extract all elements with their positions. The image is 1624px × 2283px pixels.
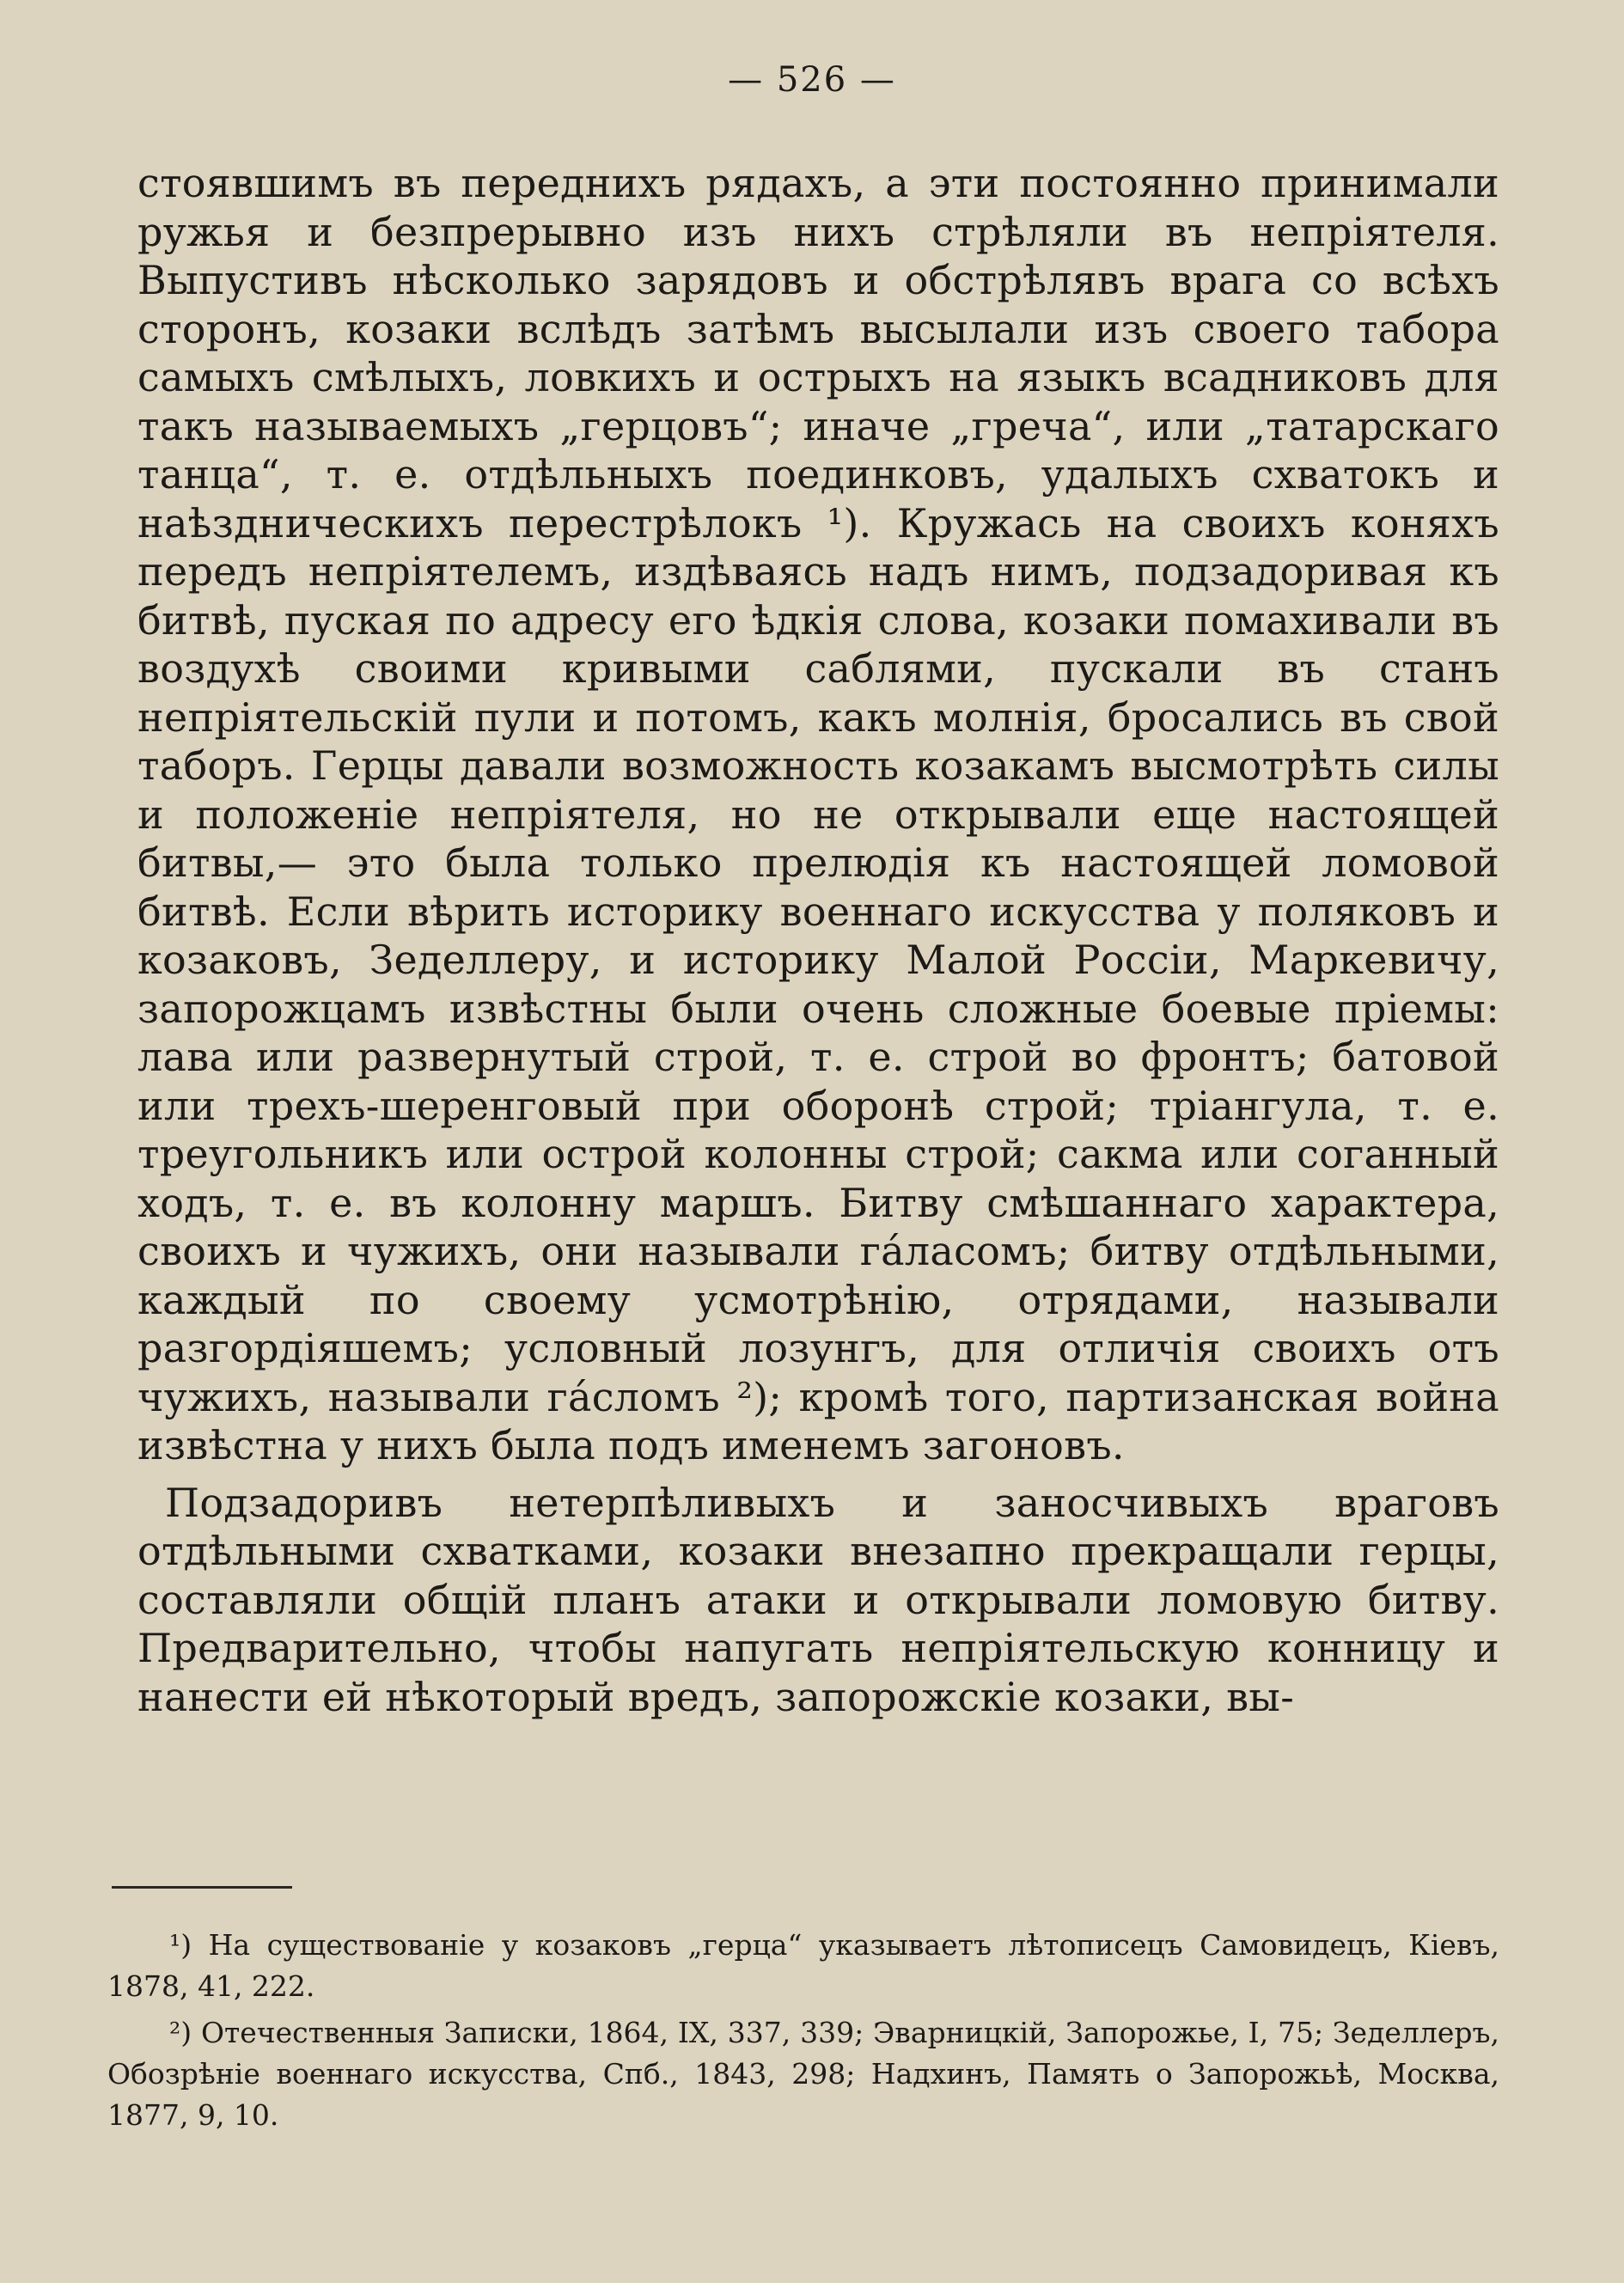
body-text <box>137 159 1499 1721</box>
footnotes <box>107 1925 1499 2141</box>
paragraph-2: Подзадоривъ нетерпѣливыхъ и заносчивыхъ враговъ отдѣльными схватками, козаки внезапно прекращали герцы, составляли общій планъ атаки и открывали ломовую битву. Предварительно, чтобы напугать непріятельскую конницу и нанести ей нѣкоторый вредъ, запорожскіе козаки, вы- <box>137 1479 1499 1720</box>
footnote-2: ²) Отечественныя Записки, 1864, IX, 337, 339; Эварницкій, Запорожье, I, 75; Зеделлеръ, Обозрѣніе военнаго искусства, Спб., 1843, 298; Надхинъ, Память о Запорожьѣ, Москва, 1877, 9, 10. <box>107 2016 1499 2132</box>
footnote-1: ¹) На существованіе у козаковъ „герца“ указываетъ лѣтописецъ Самовидецъ, Кіевъ, 1878, 41, 222. <box>107 1928 1499 2003</box>
footnote-divider <box>112 1886 292 1889</box>
paragraph-1: стоявшимъ въ переднихъ рядахъ, а эти постоянно принимали ружья и безпрерывно изъ нихъ стрѣляли въ непріятеля. Выпустивъ нѣсколько зарядовъ и обстрѣлявъ врага со всѣхъ сторонъ, козаки вслѣдъ затѣмъ высылали изъ своего табора самыхъ смѣлыхъ, ловкихъ и острыхъ на языкъ всадниковъ для такъ называемыхъ „герцовъ“; иначе „греча“, или „татарскаго танца“, т. е. отдѣльныхъ поединковъ, удалыхъ схватокъ и наѣздническихъ перестрѣлокъ ¹). Кружась на своихъ коняхъ передъ непріятелемъ, издѣваясь надъ нимъ, подзадоривая къ битвѣ, пуская по адресу его ѣдкія слова, козаки помахивали въ воздухѣ своими кривыми саблями, пускали въ станъ непріятельскій пули и потомъ, какъ молнія, бросались въ свой таборъ. Герцы давали возможность козакамъ высмотрѣть силы и положеніе непріятеля, но не открывали еще настоящей битвы,— это была только прелюдія къ настоящей ломовой битвѣ. Если вѣрить историку военнаго искусства у поляковъ и козаковъ, Зеделлеру, и историку Малой Россіи, Маркевичу, запорожцамъ извѣстны были очень сложные боевые пріемы: лава или развернутый строй, т. е. строй во фронтъ; батовой или трехъ-шеренговый при оборонѣ строй; тріангула, т. е. треугольникъ или острой колонны строй; сакма или соганный ходъ, т. е. въ колонну маршъ. Битву смѣшаннаго характера, своихъ и чужихъ, они называли гáласомъ; битву отдѣльными, каждый по своему усмотрѣнію, отрядами, называли разгордіяшемъ; условный лозунгъ, для отличія своихъ отъ чужихъ, называли гáсломъ ²); кромѣ того, партизанская война извѣстна у нихъ была подъ именемъ загоновъ. <box>137 160 1499 1468</box>
page-number: — 526 — <box>728 60 896 100</box>
